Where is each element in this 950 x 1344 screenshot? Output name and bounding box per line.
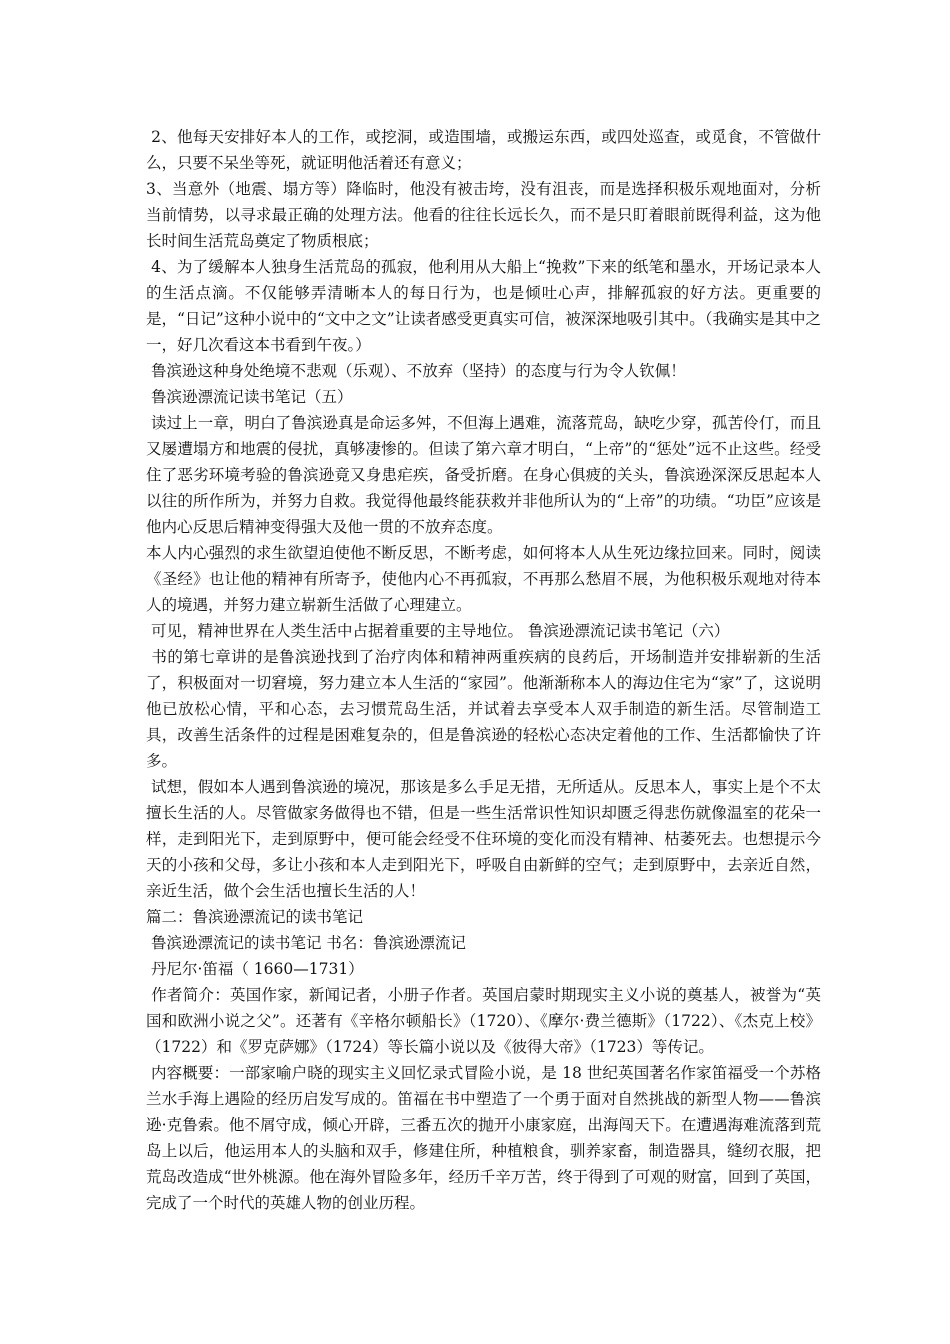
- paragraph: 本人内心强烈的求生欲望迫使他不断反思，不断考虑，如何将本人从生死边缘拉回来。同时，阅读《圣经》也让他的精神有所寄予，使他内心不再孤寂，不再那么愁眉不展，为他积极乐观地对待本人的境遇，并努力建立崭新生活做了心理建立。: [146, 544, 821, 614]
- paragraph: 丹尼尔·笛福（ 1660—1731）: [146, 960, 364, 978]
- paragraph: 鲁滨逊漂流记的读书笔记 书名：鲁滨逊漂流记: [146, 934, 466, 952]
- document-body: [146, 124, 821, 1216]
- paragraph: 3、当意外（地震、塌方等）降临时，他没有被击垮，没有沮丧，而是选择积极乐观地面对，分析当前情势，以寻求最正确的处理方法。他看的往往长远长久，而不是只盯着眼前既得利益，这为他长时间生活荒岛奠定了物质根底；: [146, 180, 821, 250]
- paragraph: 作者简介：英国作家，新闻记者，小册子作者。英国启蒙时期现实主义小说的奠基人，被誉为“英国和欧洲小说之父”。还著有《辛格尔顿船长》（1720）、《摩尔·费兰德斯》（1722）、《杰克上校》（1722）和《罗克萨娜》（1724）等长篇小说以及《彼得大帝》（1723）等传记。: [146, 986, 821, 1056]
- paragraph: 书的第七章讲的是鲁滨逊找到了治疗肉体和精神两重疾病的良药后，开场制造并安排崭新的生活了，积极面对一切窘境，努力建立本人生活的“家园”。他渐渐称本人的海边住宅为“家”了，这说明他已放松心情，平和心态，去习惯荒岛生活，并试着去享受本人双手制造的新生活。尽管制造工具，改善生活条件的过程是困难复杂的，但是鲁滨逊的轻松心态决定着他的工作、生活都愉快了许多。: [146, 648, 821, 770]
- section-heading: 篇二：鲁滨逊漂流记的读书笔记: [146, 908, 364, 926]
- paragraph: 可见，精神世界在人类生活中占据着重要的主导地位。 鲁滨逊漂流记读书笔记（六）: [146, 622, 730, 640]
- paragraph: 4、为了缓解本人独身生活荒岛的孤寂，他利用从大船上“挽救”下来的纸笔和墨水，开场记录本人的生活点滴。不仅能够弄清晰本人的每日行为，也是倾吐心声，排解孤寂的好方法。更重要的是，“日记”这种小说中的“文中之文”让读者感受更真实可信，被深深地吸引其中。（我确实是其中之一，好几次看这本书看到午夜。）: [146, 258, 821, 354]
- paragraph: 鲁滨逊这种身处绝境不悲观（乐观）、不放弃（坚持）的态度与行为令人钦佩！: [146, 362, 686, 380]
- paragraph: 读过上一章，明白了鲁滨逊真是命运多舛，不但海上遇难，流落荒岛，缺吃少穿，孤苦伶仃，而且又屡遭塌方和地震的侵扰，真够凄惨的。但读了第六章才明白，“上帝”的“惩处”远不止这些。经受住了恶劣环境考验的鲁滨逊竟又身患疟疾，备受折磨。在身心俱疲的关头，鲁滨逊深深反思起本人以往的所作所为，并努力自救。我觉得他最终能获救并非他所认为的“上帝”的功绩。“功臣”应该是他内心反思后精神变得强大及他一贯的不放弃态度。: [146, 414, 821, 536]
- paragraph: 试想，假如本人遇到鲁滨逊的境况，那该是多么手足无措，无所适从。反思本人，事实上是个不太擅长生活的人。尽管做家务做得也不错，但是一些生活常识性知识却匮乏得悲伤就像温室的花朵一样，走到阳光下，走到原野中，便可能会经受不住环境的变化而没有精神、枯萎死去。也想提示今天的小孩和父母，多让小孩和本人走到阳光下，呼吸自由新鲜的空气；走到原野中，去亲近自然，亲近生活，做个会生活也擅长生活的人！: [146, 778, 821, 900]
- paragraph: 内容概要：一部家喻户晓的现实主义回忆录式冒险小说，是 18 世纪英国著名作家笛福受一个苏格兰水手海上遇险的经历启发写成的。笛福在书中塑造了一个勇于面对自然挑战的新型人物——鲁滨逊·克鲁索。他不屑守成，倾心开辟，三番五次的抛开小康家庭，出海闯天下。在遭遇海难流落到荒岛上以后，他运用本人的头脑和双手，修建住所，种植粮食，驯养家畜，制造器具，缝纫衣服，把荒岛改造成“世外桃源。他在海外冒险多年，经历千辛万苦，终于得到了可观的财富，回到了英国，完成了一个时代的英雄人物的创业历程。: [146, 1064, 821, 1212]
- section-heading: 鲁滨逊漂流记读书笔记（五）: [146, 388, 353, 406]
- paragraph: 2、他每天安排好本人的工作，或挖洞，或造围墙，或搬运东西，或四处巡查，或觅食，不管做什么，只要不呆坐等死，就证明他活着还有意义；: [146, 128, 821, 172]
